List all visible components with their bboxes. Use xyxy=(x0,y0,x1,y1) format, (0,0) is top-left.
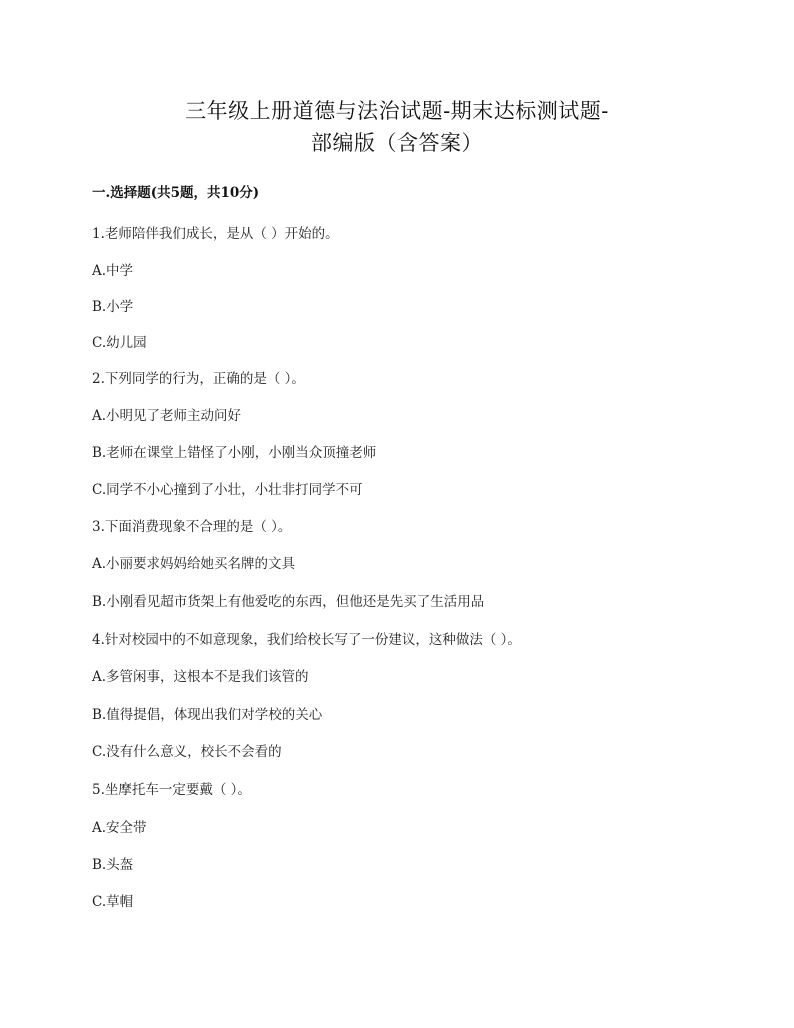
question-3-option-b: B.小刚看见超市货架上有他爱吃的东西，但他还是先买了生活用品 xyxy=(92,594,485,610)
section-heading: 一.选择题(共5题，共10分) xyxy=(92,185,260,201)
question-5-option-c: C.草帽 xyxy=(92,894,134,910)
question-1-stem: 1.老师陪伴我们成长，是从（ ）开始的。 xyxy=(92,226,339,242)
question-1-option-b: B.小学 xyxy=(92,299,134,315)
question-3-option-a: A.小丽要求妈妈给她买名牌的文具 xyxy=(92,556,296,572)
question-4-option-b: B.值得提倡，体现出我们对学校的关心 xyxy=(92,707,323,723)
page-title-line-1: 三年级上册道德与法治试题-期末达标测试题- xyxy=(185,99,609,123)
question-1-option-a: A.中学 xyxy=(92,263,134,279)
question-4-option-a: A.多管闲事，这根本不是我们该管的 xyxy=(92,669,309,685)
question-2-stem: 2.下列同学的行为，正确的是（ ）。 xyxy=(92,371,305,387)
question-2-option-c: C.同学不小心撞到了小壮，小壮非打同学不可 xyxy=(92,482,363,498)
question-2-option-a: A.小明见了老师主动问好 xyxy=(92,408,242,424)
question-5-option-b: B.头盔 xyxy=(92,857,134,873)
page-title-line-2: 部编版（含答案） xyxy=(311,131,483,155)
question-5-stem: 5.坐摩托车一定要戴（ ）。 xyxy=(92,782,251,798)
question-5-option-a: A.安全带 xyxy=(92,820,147,836)
question-4-stem: 4.针对校园中的不如意现象，我们给校长写了一份建议，这种做法（ ）。 xyxy=(92,632,521,648)
question-3-stem: 3.下面消费现象不合理的是（ ）。 xyxy=(92,519,292,535)
question-2-option-b: B.老师在课堂上错怪了小刚，小刚当众顶撞老师 xyxy=(92,445,377,461)
question-4-option-c: C.没有什么意义，校长不会看的 xyxy=(92,744,282,760)
question-1-option-c: C.幼儿园 xyxy=(92,335,147,351)
